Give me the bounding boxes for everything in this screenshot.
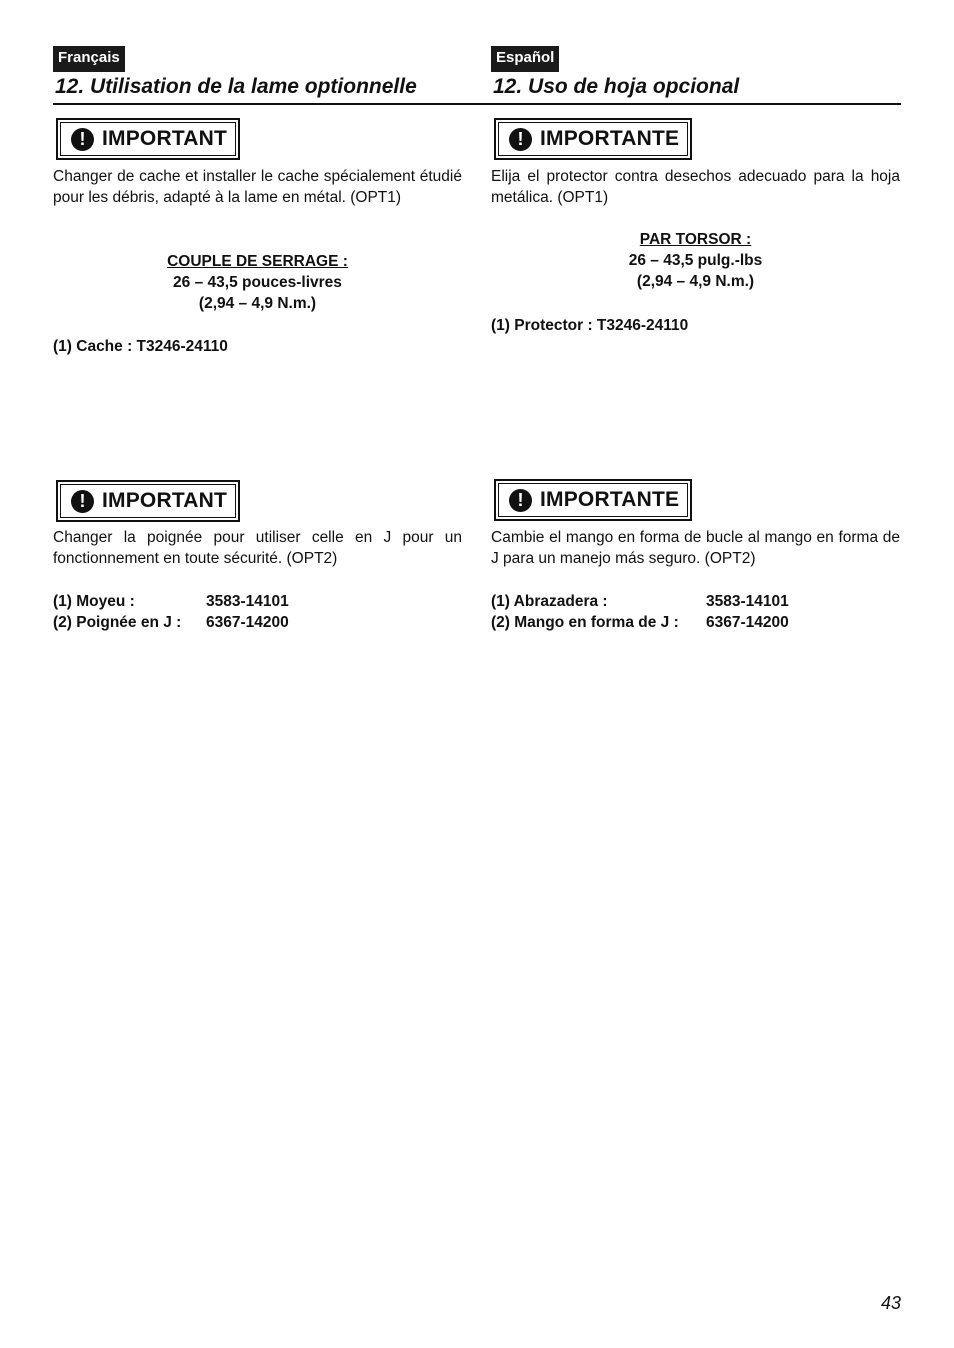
note-opt2-spanish: Cambie el mango en forma de bucle al mango en forma de J para un manejo más seguro. (OPT2) xyxy=(491,529,900,567)
important-box-1-french xyxy=(56,118,240,160)
page-number: 43 xyxy=(880,1293,901,1313)
part-code: 3583-14101 xyxy=(206,593,289,610)
torque-block-french xyxy=(53,251,462,314)
table-row xyxy=(53,612,289,633)
parts-table-french xyxy=(53,591,289,633)
part-label: (1) Moyeu : xyxy=(53,593,135,610)
torque-value-nm-french: (2,94 – 4,9 N.m.) xyxy=(198,295,317,312)
table-row xyxy=(491,612,789,633)
exclamation-icon: ! xyxy=(509,128,532,151)
important-label: IMPORTANTE xyxy=(540,127,680,150)
section-title-french: 12. Utilisation de la lame optionnelle xyxy=(55,75,417,98)
exclamation-icon: ! xyxy=(509,489,532,512)
important-box-1-spanish xyxy=(494,118,692,160)
exclamation-icon: ! xyxy=(71,128,94,151)
torque-block-spanish xyxy=(491,229,900,292)
important-label: IMPORTANT xyxy=(102,127,228,150)
header-divider xyxy=(53,103,901,105)
parts-table-spanish xyxy=(491,591,789,633)
column-spanish xyxy=(491,46,900,631)
note-opt2-french: Changer la poignée pour utiliser celle en J pour un fonctionnement en toute sécurité. (OPT2) xyxy=(53,529,462,567)
important-label: IMPORTANTE xyxy=(540,488,680,511)
note-opt1-spanish: Elija el protector contra desechos adecuado para la hoja metálica. (OPT1) xyxy=(491,168,900,206)
important-box-2-french xyxy=(56,480,240,522)
part-cache-french: (1) Cache : T3246-24110 xyxy=(53,338,228,355)
part-label: (2) Poignée en J : xyxy=(53,614,182,631)
section-title-spanish: 12. Uso de hoja opcional xyxy=(493,75,740,98)
torque-value-nm-spanish: (2,94 – 4,9 N.m.) xyxy=(636,273,755,290)
torque-value-inlbs-french: 26 – 43,5 pouces-livres xyxy=(173,274,342,291)
part-label: (1) Abrazadera : xyxy=(491,593,608,610)
language-badge-spanish: Español xyxy=(491,46,559,72)
torque-heading-french: COUPLE DE SERRAGE : xyxy=(167,253,348,270)
table-row xyxy=(491,591,789,612)
torque-heading-spanish: PAR TORSOR : xyxy=(639,231,752,248)
torque-value-inlbs-spanish: 26 – 43,5 pulg.-lbs xyxy=(628,252,763,269)
column-french xyxy=(53,46,462,631)
part-code: 3583-14101 xyxy=(706,593,789,610)
part-label: (2) Mango en forma de J : xyxy=(491,614,679,631)
part-protector-spanish: (1) Protector : T3246-24110 xyxy=(491,317,689,334)
exclamation-icon: ! xyxy=(71,490,94,513)
language-badge-french: Français xyxy=(53,46,125,72)
table-row xyxy=(53,591,289,612)
important-box-2-spanish xyxy=(494,479,692,521)
important-label: IMPORTANT xyxy=(102,489,228,512)
note-opt1-french: Changer de cache et installer le cache spécialement étudié pour les débris, adapté à la lame en métal. (OPT1) xyxy=(53,168,462,206)
part-code: 6367-14200 xyxy=(206,614,289,631)
part-code: 6367-14200 xyxy=(706,614,789,631)
